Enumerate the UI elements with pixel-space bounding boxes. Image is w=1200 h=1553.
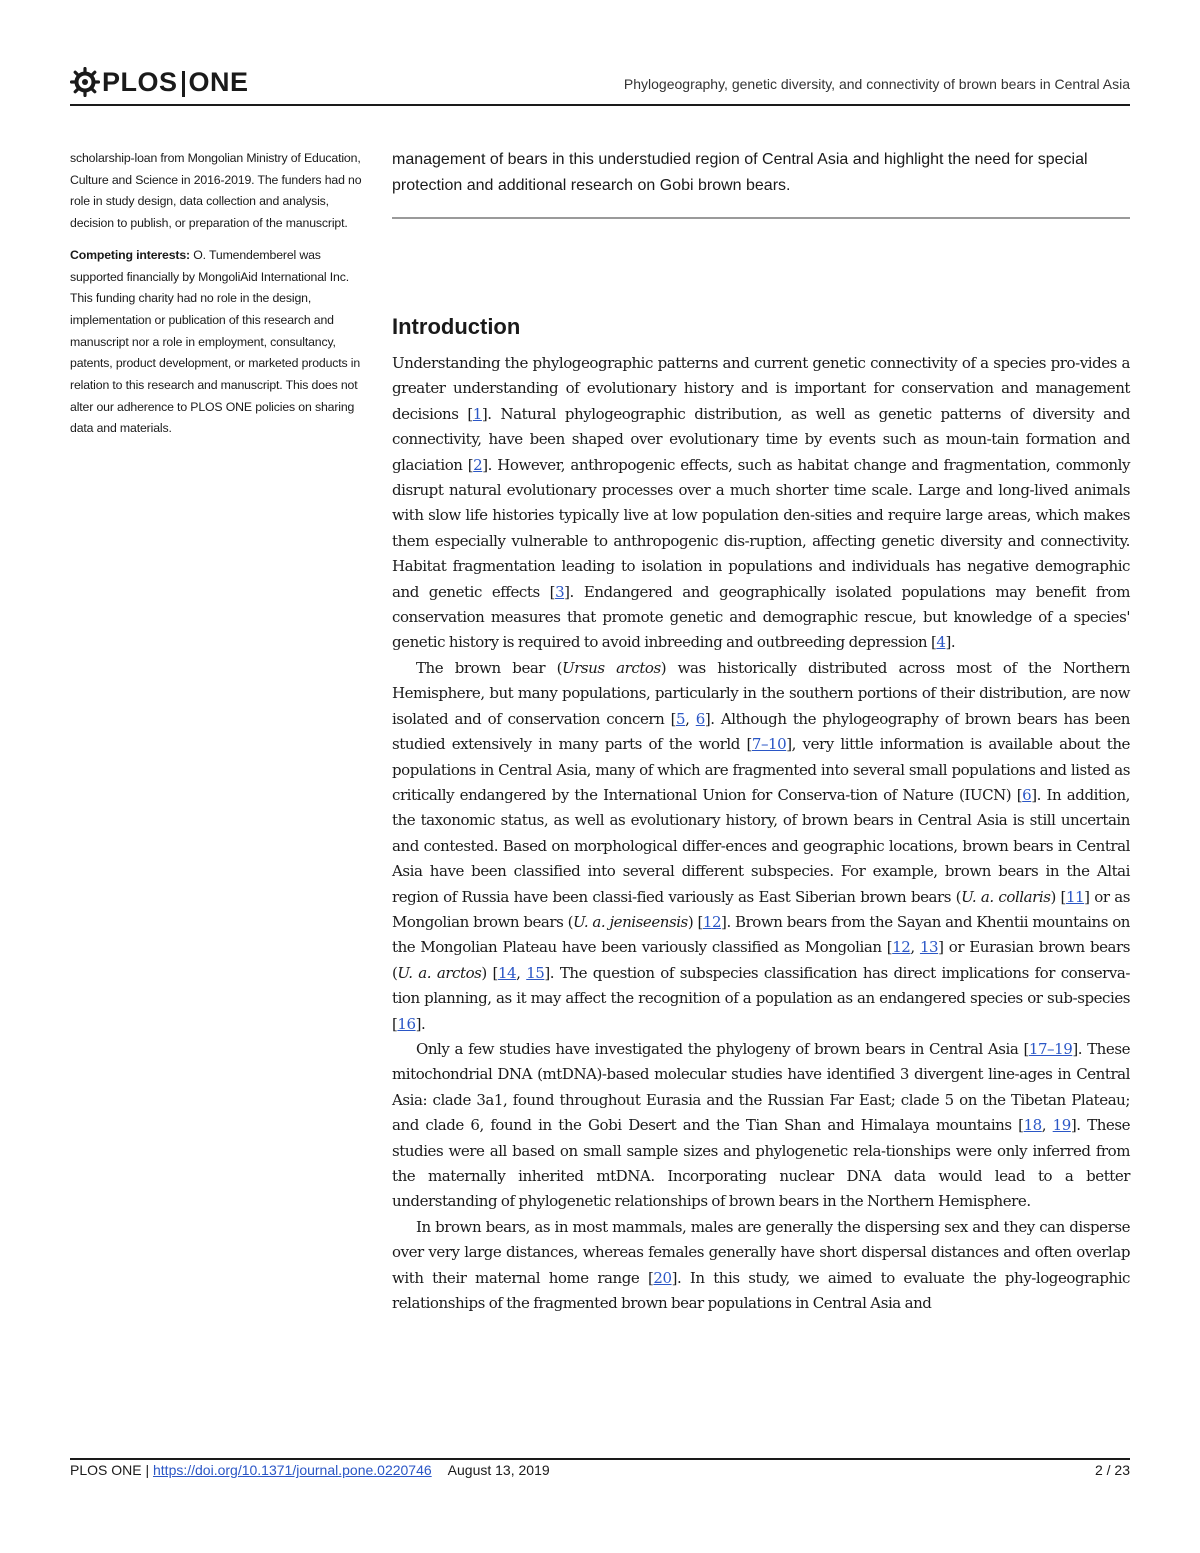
body-paragraph <box>392 351 1130 656</box>
body-text-run: ]. Although the phylogeography of brown bears has been studied extensively in many parts of the world [ <box>392 709 1130 754</box>
citation-link[interactable]: 17–19 <box>1028 1039 1073 1058</box>
publication-date: August 13, 2019 <box>447 1462 550 1478</box>
body-text-run: ) was historically distributed across most of the Northern Hemisphere, but many populations, particularly in the southern portions of their distribution, are now isolated and of conservation concern [ <box>392 658 1130 728</box>
body-text-run: ]. Endangered and geographically isolated populations may benefit from conservation measures that promote genetic and demographic rescue, but knowledge of a species' genetic history is required to avoid inbreeding and outbreeding depression [ <box>392 582 1131 652</box>
page-header <box>70 64 1130 104</box>
body-text-run: , <box>910 938 920 957</box>
body-text-run: , <box>516 963 527 982</box>
body-text-run: ]. Brown bears from the Sayan and Khentii mountains on the Mongolian Plateau have been variously classified as Mongolian [ <box>392 912 1131 957</box>
logo-text <box>102 67 249 97</box>
citation-link[interactable]: 18 <box>1023 1116 1042 1135</box>
footer-journal: PLOS ONE | <box>70 1462 153 1478</box>
logo-text-plos: PLOS <box>102 67 178 97</box>
citation-link[interactable]: 3 <box>555 582 565 601</box>
citation-link[interactable]: 1 <box>472 404 482 423</box>
body-paragraph <box>392 656 1130 1037</box>
funding-statement-continued: scholarship-loan from Mongolian Ministry of Education, Culture and Science in 2016-2019. The funders had no role in study design, data collection and analysis, decision to publish, or preparation of the manuscript. <box>70 151 362 231</box>
doi-link[interactable]: https://doi.org/10.1371/journal.pone.0220746 <box>153 1462 432 1478</box>
body-text-run: In brown bears, as in most mammals, males are generally the dispersing sex and they can disperse over very large distances, whereas females generally have short dispersal distances and often overlap with their maternal home range [ <box>392 1217 1130 1287</box>
abstract-conclusion: management of bears in this understudied region of Central Asia and highlight the need for special protection and additional research on Gobi brown bears. <box>392 151 1088 194</box>
body-text-run: ]. These studies were all based on small sample sizes and phylogenetic rela-tionships were only inferred from the maternally inherited mtDNA. Incorporating nuclear DNA data would lead to a better understanding of phylogenetic relationships of brown bears in the Northern Hemisphere. <box>392 1116 1131 1211</box>
introduction-body <box>392 351 1130 1316</box>
footer-citation <box>70 1462 550 1478</box>
sidebar-notes <box>70 148 365 450</box>
citation-link[interactable]: 14 <box>497 963 517 982</box>
body-text-run: ]. <box>415 1014 426 1033</box>
citation-link[interactable]: 5 <box>676 709 686 728</box>
body-text-run: ]. The question of subspecies classification has direct implications for conserva-tion planning, as it may affect the recognition of a population as an endangered species or sub-species [ <box>392 963 1130 1033</box>
body-text-run: , <box>685 709 696 728</box>
body-text-run: ] or Eurasian brown bears ( <box>392 938 1131 982</box>
species-name: U. a. collaris <box>961 887 1051 906</box>
body-text-run: ]. Natural phylogeographic distribution, as well as genetic patterns of diversity and connectivity, have been shaped over evolutionary time by events such as moun-tain formation and glaciation [ <box>392 404 1130 474</box>
competing-interests-text: O. Tumendemberel was supported financially by MongoliAid International Inc. This funding charity had no role in the design, implementation or publication of this research and manuscript nor a role in employment, consultancy, patents, product development, or marketed products in relation to this research and manuscript. This does not alter our adherence to PLOS ONE policies on sharing data and materials. <box>70 247 361 436</box>
logo-separator <box>182 71 185 97</box>
citation-link[interactable]: 20 <box>653 1268 672 1287</box>
body-text-run: Understanding the phylogeographic patterns and current genetic connectivity of a species pro-vides a greater understanding of evolutionary history and is important for conservation and management decisions [ <box>392 354 1130 423</box>
page-footer <box>70 1462 1130 1482</box>
logo-text-one: ONE <box>188 67 249 97</box>
plos-logo-icon <box>70 67 100 97</box>
body-text-run: ) [ <box>481 963 498 982</box>
citation-link[interactable]: 12 <box>702 912 722 931</box>
page-number: 2 / 23 <box>1094 1462 1130 1478</box>
citation-link[interactable]: 16 <box>397 1014 416 1033</box>
citation-link[interactable]: 19 <box>1052 1116 1071 1135</box>
citation-link[interactable]: 2 <box>473 455 483 474</box>
body-paragraph <box>392 1215 1130 1317</box>
citation-link[interactable]: 15 <box>526 963 545 982</box>
body-text-run: ) [ <box>687 912 703 931</box>
body-text-run: ]. In this study, we aimed to evaluate the phy-logeographic relationships of the fragmented brown bear populations in Central Asia and <box>392 1268 1130 1313</box>
section-heading-introduction: Introduction <box>392 314 521 339</box>
body-text-run: ]. In addition, the taxonomic status, as well as evolutionary history, of brown bears in Central Asia is still uncertain and contested. Based on morphological differ-ences and geographic locations, brown bears in Central Asia have been classified into several different subspecies. For example, brown bears in the Altai region of Russia have been classi-fied variously as East Siberian brown bears ( <box>392 785 1130 906</box>
running-title: Phylogeography, genetic diversity, and connectivity of brown bears in Central Asia <box>623 76 1130 92</box>
species-name: Ursus arctos <box>562 658 661 677</box>
footer-divider <box>70 1458 1130 1460</box>
species-name: U. a. jeniseensis <box>573 912 688 931</box>
citation-link[interactable]: 12 <box>892 938 911 957</box>
header-divider <box>70 104 1130 106</box>
plos-one-logo[interactable] <box>70 64 249 100</box>
abstract-divider <box>392 217 1130 219</box>
species-name: U. a. arctos <box>397 963 482 982</box>
citation-link[interactable]: 6 <box>1022 785 1032 804</box>
citation-link[interactable]: 6 <box>695 709 705 728</box>
citation-link[interactable]: 4 <box>936 633 946 652</box>
citation-link[interactable]: 13 <box>919 938 939 957</box>
body-text-run: ) [ <box>1050 887 1066 906</box>
body-text-run: Only a few studies have investigated the phylogeny of brown bears in Central Asia [ <box>416 1039 1029 1058</box>
citation-link[interactable]: 11 <box>1065 887 1085 906</box>
body-text-run: ]. These mitochondrial DNA (mtDNA)-based molecular studies have identified 3 divergent line-ages in Central Asia: clade 3a1, found throughout Eurasia and the Russian Far East; clade 5 on the Tibetan Plateau; and clade 6, found in the Gobi Desert and the Tian Shan and Himalaya mountains [ <box>392 1039 1130 1135</box>
competing-interests-label: Competing interests: <box>70 247 190 262</box>
competing-interests-statement <box>70 245 365 440</box>
body-text-run: ] or as Mongolian brown bears ( <box>392 887 1130 931</box>
body-text-run: , <box>1041 1116 1053 1135</box>
body-text-run: The brown bear ( <box>416 658 563 677</box>
body-text-run: ], very little information is available about the populations in Central Asia, many of which are fragmented into several small populations and listed as critically endangered by the International Union for Conserva-tion of Nature (IUCN) [ <box>392 735 1130 804</box>
body-text-run: ]. However, anthropogenic effects, such as habitat change and fragmentation, commonly disrupt natural evolutionary processes over a much shorter time scale. Large and long-lived animals with slow life histories typically live at low population den-sities and require large areas, which makes them especially vulnerable to anthropogenic dis-ruption, affecting genetic diversity and connectivity. Habitat fragmentation leading to isolation in populations and individuals has negative demographic and genetic effects [ <box>392 455 1130 601</box>
citation-link[interactable]: 7–10 <box>751 735 787 754</box>
body-paragraph <box>392 1037 1130 1215</box>
body-text-run: ]. <box>945 633 956 652</box>
